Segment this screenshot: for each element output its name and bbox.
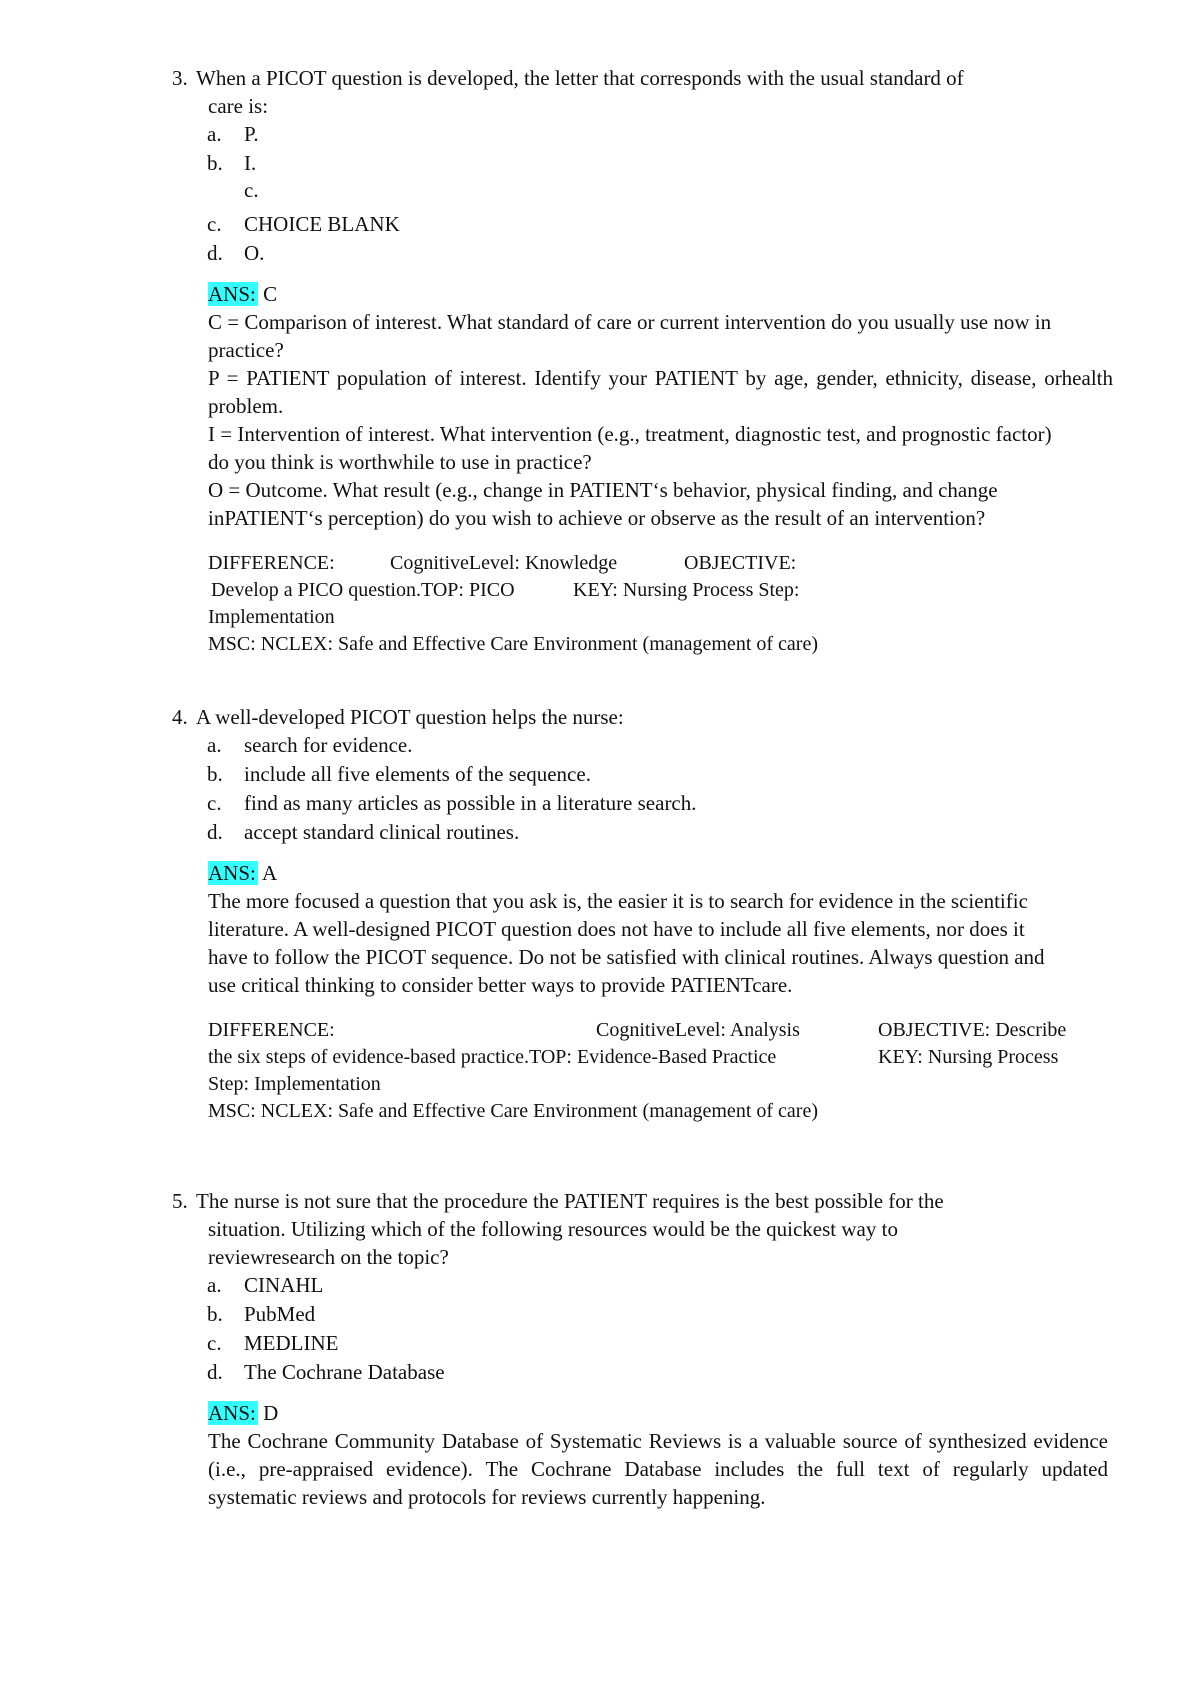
question-number: 4.: [172, 705, 188, 729]
answer-line: [208, 280, 1113, 308]
explanation: The more focused a question that you ask is, the easier it is to search for evidence in the scientific literature. A well-designed PICOT question does not have to include all five elements, nor does it have to follow the PICOT sequence. Do not be satisfied with clinical routines. Always question and use critical thinking to consider better ways to provide PATIENTcare.: [208, 889, 1045, 997]
option-text: I.: [244, 151, 257, 175]
stem-line: care is:: [208, 94, 269, 118]
option-c: [207, 210, 1152, 239]
explanation: The Cochrane Community Database of Systematic Reviews is a valuable source of synthesized evidence (i.e., pre-appraised evidence). The Cochrane Database includes the full text of regularly updated systematic reviews and protocols for reviews currently happening.: [208, 1429, 1108, 1509]
option-c: [207, 789, 1152, 818]
question-metadata: [208, 1017, 1152, 1125]
explanation-c: C = Comparison of interest. What standard of care or current intervention do you usually use now in practice?: [208, 310, 1052, 362]
answer-line: [208, 1399, 1108, 1427]
answer-block: [208, 859, 1068, 999]
option-text: P.: [244, 122, 259, 146]
stem-line: reviewresearch on the topic?: [208, 1245, 449, 1269]
option-letter: c.: [207, 1331, 222, 1355]
question-number: 3.: [172, 66, 188, 90]
option-letter: c.: [207, 212, 222, 236]
option-d: [207, 1358, 1152, 1387]
option-letter: b.: [207, 762, 223, 786]
option-b: [207, 149, 1152, 178]
explanation-p: P = PATIENT population of interest. Identify your PATIENT by age, gender, ethnicity, disease, orhealth problem.: [208, 366, 1113, 418]
option-letter: d.: [207, 820, 223, 844]
option-letter: d.: [207, 1360, 223, 1384]
option-letter: a.: [207, 733, 222, 757]
option-letter: b.: [207, 151, 223, 175]
option-d: [207, 818, 1152, 847]
option-a: [207, 120, 1152, 149]
option-a: [207, 731, 1152, 760]
answer-block: [208, 1399, 1108, 1511]
option-letter: c.: [207, 791, 222, 815]
meta-difference: DIFFERENCE:: [208, 1019, 335, 1041]
option-text: CHOICE BLANK: [244, 212, 400, 236]
option-text: O.: [244, 241, 265, 265]
question-4: [172, 703, 1152, 1125]
explanation-i: I = Intervention of interest. What intervention (e.g., treatment, diagnostic test, and prognostic factor) do you think is worthwhile to use in practice?: [208, 422, 1052, 474]
stem-line: The nurse is not sure that the procedure the PATIENT requires is the best possible for the: [196, 1189, 944, 1213]
option-text: search for evidence.: [244, 733, 413, 757]
option-letter: a.: [207, 1273, 222, 1297]
question-stem: [172, 703, 1152, 731]
question-metadata: [208, 550, 1152, 658]
stem-line: A well-developed PICOT question helps the nurse:: [196, 705, 624, 729]
option-text: MEDLINE: [244, 1331, 339, 1355]
answer-value: D: [257, 1401, 279, 1425]
answer-label: ANS:: [208, 282, 256, 306]
meta-objective: OBJECTIVE: Describe: [878, 1019, 1067, 1041]
option-letter: d.: [207, 241, 223, 265]
option-letter: b.: [207, 1302, 223, 1326]
answer-value: A: [257, 861, 278, 885]
option-text: include all five elements of the sequence.: [244, 762, 591, 786]
answer-label: ANS:: [208, 1401, 256, 1425]
meta-step: Implementation: [208, 606, 335, 628]
option-c: [207, 1329, 1152, 1358]
meta-cognitive-level: CognitiveLevel: Knowledge: [390, 552, 618, 574]
question-stem: [172, 1187, 1152, 1271]
question-number: 5.: [172, 1189, 188, 1213]
answer-value: C: [257, 282, 278, 306]
answer-label: ANS:: [208, 861, 256, 885]
meta-key: KEY: Nursing Process: [878, 1046, 1059, 1068]
answer-line: [208, 859, 1068, 887]
option-a: [207, 1271, 1152, 1300]
option-text: PubMed: [244, 1302, 316, 1326]
option-d: [207, 239, 1152, 268]
meta-objective-text: the six steps of evidence-based practice.TOP: Evidence-Based Practice: [208, 1046, 777, 1068]
stem-line: When a PICOT question is developed, the letter that corresponds with the usual standard of: [196, 66, 964, 90]
meta-cognitive-level: CognitiveLevel: Analysis: [596, 1019, 800, 1041]
meta-objective-text: Develop a PICO question.TOP: PICO: [211, 579, 515, 601]
question-stem: [172, 64, 1152, 120]
stem-line: situation. Utilizing which of the following resources would be the quickest way to: [208, 1217, 898, 1241]
answer-block: [208, 280, 1113, 532]
option-text: find as many articles as possible in a literature search.: [244, 791, 697, 815]
option-text: The Cochrane Database: [244, 1360, 445, 1384]
option-b: [207, 760, 1152, 789]
meta-key: KEY: Nursing Process Step:: [573, 579, 800, 601]
meta-objective: OBJECTIVE:: [684, 552, 797, 574]
meta-step: Step: Implementation: [208, 1073, 381, 1095]
meta-msc: MSC: NCLEX: Safe and Effective Care Environment (management of care): [208, 1100, 818, 1122]
explanation-o: O = Outcome. What result (e.g., change in PATIENT‘s behavior, physical finding, and change inPATIENT‘s perception) do you wish to achieve or observe as the result of an intervention?: [208, 478, 998, 530]
meta-difference: DIFFERENCE:: [208, 552, 335, 574]
stray-option-letter: c.: [244, 178, 259, 202]
option-text: CINAHL: [244, 1273, 324, 1297]
option-text: accept standard clinical routines.: [244, 820, 520, 844]
option-b: [207, 1300, 1152, 1329]
question-5: [172, 1187, 1152, 1511]
question-3: [172, 64, 1152, 658]
meta-msc: MSC: NCLEX: Safe and Effective Care Environment (management of care): [208, 633, 818, 655]
option-letter: a.: [207, 122, 222, 146]
